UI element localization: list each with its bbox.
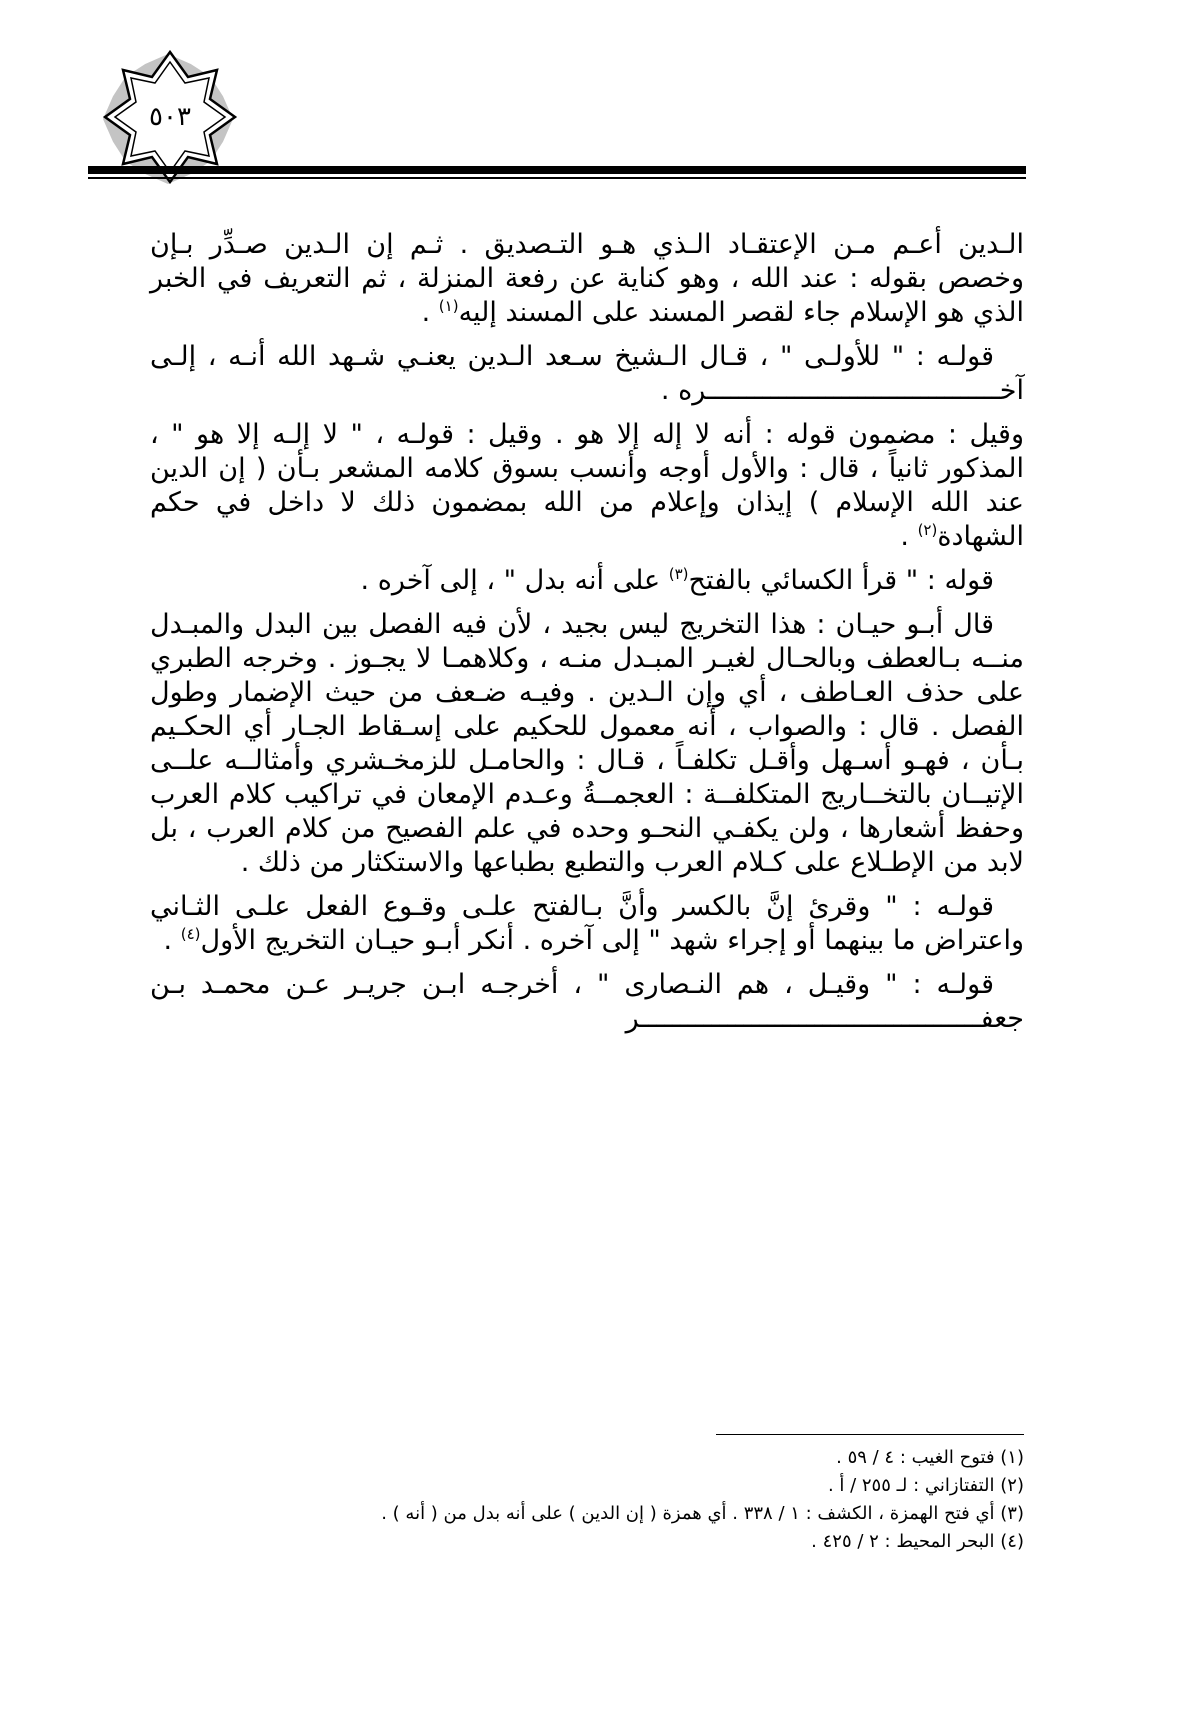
main-text (150, 228, 1024, 1046)
page-number: ٥٠٣ (149, 102, 191, 132)
header-rule-thick (88, 166, 1026, 174)
paragraph-2: قولـه : " للأولـى " ، قـال الـشيخ سـعد الـدين يعنـي شـهد الله أنـه ، إلـى آخـــــــــــــــــــــــــــــــــــــره . (150, 341, 1024, 406)
footnote-ref-4: (٤) (180, 925, 201, 943)
paragraph-3: وقيل : مضمون قوله : أنه لا إله إلا هو . وقيل : قولـه ، " لا إلـه إلا هو " ، المذكور ثانياً ، قال : والأول أوجه وأنسب بسوق كلامه المشعر بـأن ( إن الدين عند الله الإسلام ) إيذان وإعلام من الله بمضمون ذلك لا داخل في حكم الشهادة$^{(٢)}$ . (150, 419, 1024, 552)
paragraph-7: قولـه : " وقيـل ، هم النـصارى " ، أخرجـه ابـن جريـر عـن محمـد بـن جعفـــــــــــــــــــــــــــــــــــــــــــر (150, 969, 1024, 1034)
paragraph-4: قوله : " قرأ الكسائي بالفتح$^{(٣)}$ على أنه بدل " ، إلى آخره . (360, 565, 994, 596)
footnotes (150, 1444, 1024, 1556)
footnote-ref-1: (١) (438, 297, 459, 315)
paragraph-6: قولـه : " وقرئ إنَّ بالكسر وأنَّ بـالفتح علـى وقـوع الفعل علـى الثـاني واعتراض ما بينهما أو إجراء شهد " إلى آخره . أنكر أبـو حيـان التخريج الأول$^{(٤)}$ . (150, 891, 1024, 956)
footnote-1: (١) فتوح الغيب : ٤ / ٥٩ . (836, 1447, 1024, 1468)
footnote-ref-2: (٢) (917, 521, 938, 539)
header-rule-thin (88, 177, 1026, 179)
footnote-ref-3: (٣) (668, 565, 689, 583)
footnote-4: (٤) البحر المحيط : ٢ / ٤٢٥ . (811, 1531, 1024, 1552)
paragraph-1: الـدين أعـم مـن الإعتقـاد الـذي هـو التـصديق . ثـم إن الـدين صـدِّر بـإن وخصص بقوله : عند الله ، وهو كناية عن رفعة المنزلة ، ثم التعريف في الخبر الذي هو الإسلام جاء لقصر المسند على المسند إليه$^{(١)}$ . (150, 229, 1024, 328)
footnote-3: (٣) أي فتح الهمزة ، الكشف : ١ / ٣٣٨ . أي همزة ( إن الدين ) على أنه بدل من ( أنه ) . (381, 1503, 1024, 1524)
footnote-separator (716, 1434, 1024, 1435)
footnote-2: (٢) التفتازاني : لـ ٢٥٥ / أ . (827, 1475, 1024, 1496)
paragraph-5: قال أبـو حيـان : هذا التخريج ليس بجيد ، لأن فيه الفصل بين البدل والمبـدل منــه بـالعطف وبالحـال لغيـر المبـدل منـه ، وكلاهمـا لا يجـوز . وخرجه الطبري على حذف العـاطف ، أي وإن الـدين . وفيـه ضـعف من حيث الإضمار وطول الفصل . قال : والصواب ، أنه معمول للحكيم على إسـقاط الجـار أي الحكـيم بـأن ، فهـو أسـهل وأقـل تكلفـاً ، قـال : والحامـل للزمخـشري وأمثالــه علــى الإتيــان بالتخــاريج المتكلفــة : العجمــةُ وعـدم الإمعان في تراكيب كلام العرب وحفظ أشعارها ، ولن يكفـي النحـو وحده في علم الفصيح من كلام العرب ، بل لابد من الإطـلاع على كـلام العرب والتطبع بطباعها والاستكثار من ذلك . (150, 609, 1024, 878)
